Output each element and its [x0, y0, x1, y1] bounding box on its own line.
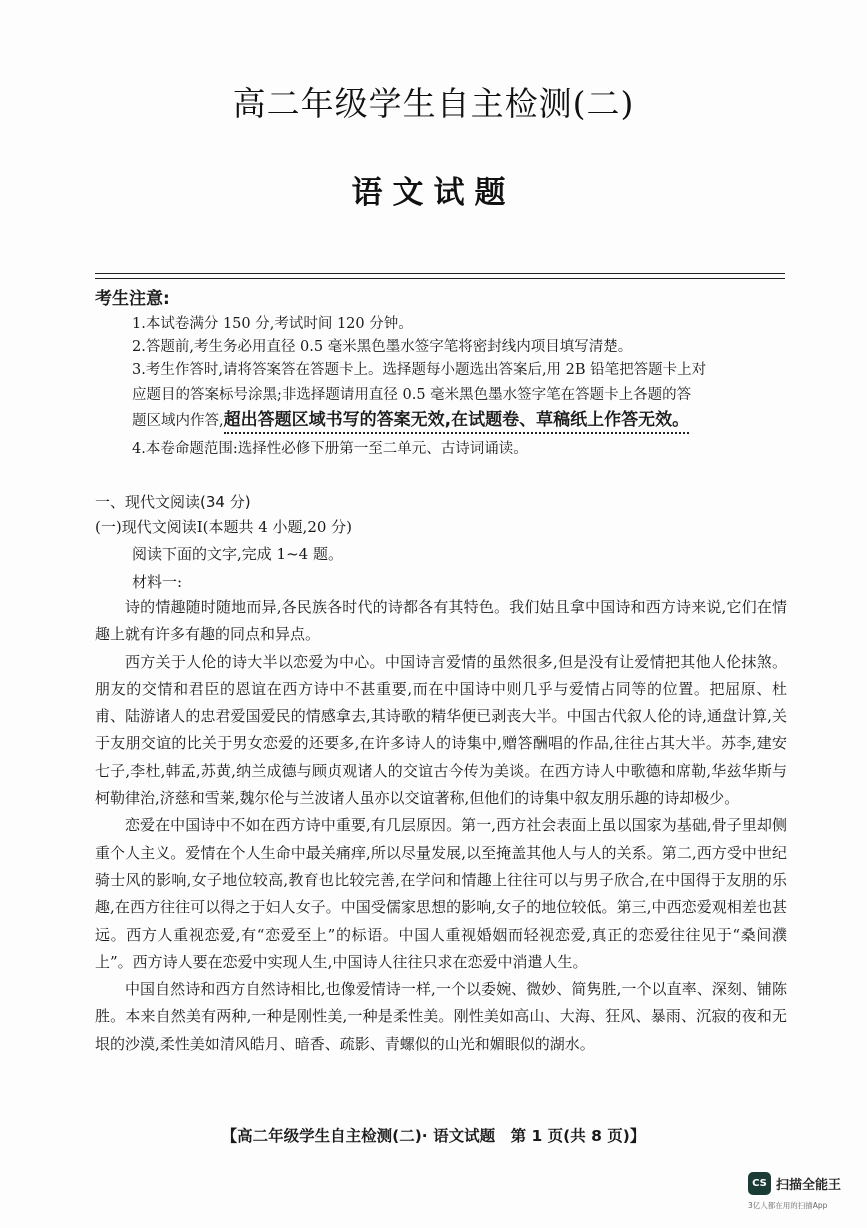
subject-title: 语文试题: [351, 175, 516, 211]
reading-passage: [95, 594, 787, 1058]
passage-paragraph-1: 诗的情趣随时随地而异,各民族各时代的诗都各有其特色。我们姑且拿中国诗和西方诗来说,它们在情趣上就有许多有趣的同点和异点。: [95, 598, 787, 644]
notice-heading: 考生注意:: [95, 289, 170, 309]
camscanner-logo-icon: CS: [748, 1172, 771, 1195]
notice-item-3-line-1: 3.考生作答时,请将答案答在答题卡上。选择题每小题选出答案后,用 2B 铅笔把答题卡上对: [132, 362, 707, 378]
section-heading: 一、现代文阅读(34 分): [95, 493, 251, 511]
notice-item-4: 4.本卷命题范围:选择性必修下册第一至二单元、古诗词诵读。: [132, 441, 528, 457]
notice-item-3-line-2: 应题目的答案标号涂黑;非选择题请用直径 0.5 毫米黑色墨水签字笔在答题卡上各题的答: [132, 387, 692, 403]
reading-instruction: 阅读下面的文字,完成 1~4 题。: [132, 545, 343, 563]
passage-paragraph-4: 中国自然诗和西方自然诗相比,也像爱情诗一样,一个以委婉、微妙、简隽胜,一个以直率、深刻、铺陈胜。本来自然美有两种,一种是刚性美,一种是柔性美。刚性美如高山、大海、狂风、暴雨、沉寂的夜和无垠的沙漠,柔性美如清风皓月、暗香、疏影、青螺似的山光和媚眼似的湖水。: [95, 980, 787, 1053]
page-footer: 【高二年级学生自主检测(二)· 语文试题 第 1 页(共 8 页)】: [221, 1127, 646, 1145]
watermark-tagline: 3亿人都在用的扫描App: [748, 1201, 828, 1210]
notice-item-2: 2.答题前,考生务必用直径 0.5 毫米黑色墨水签字笔将密封线内项目填写清楚。: [132, 339, 633, 355]
watermark-app-name: 扫描全能王: [776, 1178, 842, 1193]
passage-paragraph-2: 西方关于人伦的诗大半以恋爱为中心。中国诗言爱情的虽然很多,但是没有让爱情把其他人伦抹煞。朋友的交情和君臣的恩谊在西方诗中不甚重要,而在中国诗中则几乎与爱情占同等的位置。把屈原、杜甫、陆游诸人的忠君爱国爱民的情感拿去,其诗歌的精华便已剥丧大半。中国古代叙人伦的诗,通盘计算,关于友朋交谊的比关于男女恋爱的还要多,在许多诗人的诗集中,赠答酬唱的作品,往往占其大半。苏李,建安七子,李杜,韩孟,苏黄,纳兰成德与顾贞观诸人的交谊古今传为美谈。在西方诗人中歌德和席勒,华兹华斯与柯勒律治,济慈和雪莱,魏尔伦与兰波诸人虽亦以交谊著称,但他们的诗集中叙友朋乐趣的诗却极少。: [95, 652, 787, 808]
notice-item-3-line-3: [132, 407, 772, 434]
passage-paragraph-3: 恋爱在中国诗中不如在西方诗中重要,有几层原因。第一,西方社会表面上虽以国家为基础,骨子里却侧重个人主义。爱情在个人生命中最关痛痒,所以尽量发展,以至掩盖其他人与人的关系。第二,西方受中世纪骑士风的影响,女子地位较高,教育也比较完善,在学问和情趣上往往可以与男子欣合,在中国得于友朋的乐趣,在西方往往可以得之于妇人女子。中国受儒家思想的影响,女子的地位较低。第三,中西恋爱观相差也甚远。西方人重视恋爱,有“恋爱至上”的标语。中国人重视婚姻而轻视恋爱,真正的恋爱往往见于“桑间濮上”。西方诗人要在恋爱中实现人生,中国诗人往往只求在恋爱中消遣人生。: [95, 816, 787, 971]
notice-item-3-emphasis: 超出答题区域书写的答案无效,在试题卷、草稿纸上作答无效。: [224, 410, 689, 434]
notice-item-1: 1.本试卷满分 150 分,考试时间 120 分钟。: [132, 316, 413, 332]
exam-title: 高二年级学生自主检测(二): [232, 84, 635, 123]
divider-line: [95, 278, 785, 279]
scanner-watermark: [748, 1172, 863, 1220]
divider-line: [95, 273, 785, 274]
subsection-heading: (一)现代文阅读Ⅰ(本题共 4 小题,20 分): [95, 518, 353, 536]
material-label: 材料一:: [132, 573, 183, 591]
notice-item-3-prefix: 题区域内作答,: [132, 413, 224, 429]
